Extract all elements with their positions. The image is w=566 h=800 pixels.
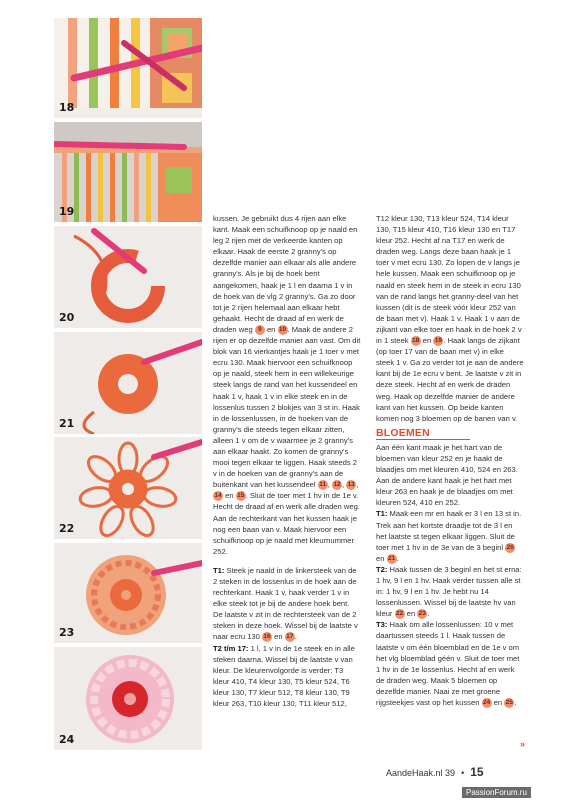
step-badge: 15: [237, 492, 245, 500]
flower-petals-image: [54, 543, 202, 643]
connector-text: en: [422, 336, 432, 346]
page-footer: [386, 765, 484, 779]
paragraph-text: Maak een mr en haak er 3 l en 13 st in. Trek aan het kortste draadje tot de 3 l en het laatste st tegen elkaar liggen. Sluit de toer met 1 hv in de 3e van de 3 beginl: [376, 509, 522, 552]
step-badge: 24: [482, 699, 491, 707]
paragraph-text: Haak om alle lossenlussen: 10 v met daartussen steeds 1 l. Haak tussen de laatste v om één bloemblad en de 1e v om het vlg bloemblad géén v. Sluit de toer met 1 hv in de 1e lossenlus. Hecht af en werk de draden weg. Maak 5 bloemen op dezelfde manier. Naai ze met groene rijgsteekjes vast op het kussen: [376, 620, 520, 708]
paragraph: [213, 643, 361, 710]
step-badge: 19: [434, 337, 442, 345]
step-badge: 10: [278, 325, 287, 333]
watermark: PassionForum.ru: [462, 787, 531, 798]
photo-step-19: [54, 122, 202, 222]
punctuation: .: [294, 632, 297, 642]
footer-site: AandeHaak.nl 39: [386, 768, 456, 778]
flower-loops-image: [54, 437, 202, 539]
paragraph-text: Haak tussen de 3 beginl en het st erna: 1 hv, 9 l en 1 hv. Haak verder tussen alle st in: 1 hv, 9 l en 1 hv. Je hebt nu 14 lossenlussen. Wissel bij de laatste hv van kleur: [376, 564, 522, 619]
step-badge: 22: [395, 610, 404, 618]
paragraph: [376, 564, 524, 619]
punctuation: .: [396, 553, 399, 563]
finished-flower-image: [54, 647, 202, 750]
paragraph: [376, 508, 524, 563]
step-badge: 17: [286, 633, 294, 641]
round-label: T3:: [376, 620, 388, 630]
step-badge: 21: [387, 554, 396, 562]
crochet-stripes-image: [54, 18, 202, 118]
round-label: T1:: [376, 509, 388, 519]
paragraph: Aan één kant maak je het hart van de bloemen van kleur 252 en je haakt de blaadjes om met kleuren 410, 524 en 263. Aan de andere kant haak je het hart met kleur 263 en haak je de blaadjes om met kleuren 524, 410 en 252.: [376, 442, 518, 508]
crochet-border-image: [54, 122, 202, 222]
step-badge: 11: [319, 481, 327, 489]
photo-number: 21: [59, 417, 75, 430]
photo-step-24: [54, 647, 202, 750]
photo-number: 19: [59, 205, 75, 218]
round-label: T2 t/m 17:: [213, 643, 249, 653]
photo-step-21: [54, 332, 202, 434]
connector-text: en: [406, 609, 416, 619]
paragraph-text: T12 kleur 130, T13 kleur 524, T14 kleur 130, T15 kleur 410, T16 kleur 130 en T17 kleur 252. Hecht af na T17 en werk de draden weg. Langs deze baan haak je 1 toer v met ecru 130. Zo lopen de v langs je hele kussen. Maak een schuifknoop op je naald en steek hem in de steek in ecru 130 van de rand langs het granny-deel van het kussen (dit is de steek vóór kleur 252 van de baan met v). Haak 1 v. Haak 1 v aan de zijkant van elke toer en haak in de hoek 2 v in 1 steek: [376, 214, 522, 346]
photo-step-20: [54, 226, 202, 328]
connector-text: en: [376, 553, 385, 563]
footer-separator: •: [461, 768, 465, 778]
step-badge: 20: [506, 543, 514, 551]
step-badge: 16: [263, 633, 271, 641]
punctuation: .: [427, 609, 430, 619]
page-number: 15: [470, 765, 484, 779]
photo-number: 20: [59, 311, 75, 324]
step-badge: 25: [505, 699, 513, 707]
round-label: T1:: [213, 565, 225, 575]
paragraph: [376, 213, 524, 424]
photo-step-23: [54, 543, 202, 643]
step-badge: 23: [418, 610, 426, 618]
flower-ring-image: [54, 332, 202, 434]
paragraph: [213, 565, 361, 643]
step-badge: 12: [333, 481, 341, 489]
paragraph-text: . Maak de andere 2 rijen er op dezelfde manier aan vast. Om dit blok van 16 vierkantjes haak je 1 toer v met ecru 130. Maak hiervoor een schuifknoop op je naald, steek hem in een willekeurige steek langs de rand van het kussendeel en haak 1 v, haak 1 v in elke steek en in de lossenlus tussen 2 blokjes van 3 st in. Haak in de lossenlussen, in de hoeken van de granny's die steeds tegen elkaar zitten, alleen 1 v om de v waarmee je 2 granny's aan elkaar haakt. Zo komen de granny's mooi tegen elkaar te liggen. Haak steeds 2 v in de hoeken van de granny's aan de buitenkant van het kussendeel: [213, 324, 361, 490]
connector-text: en: [225, 491, 234, 501]
photo-step-18: [54, 18, 202, 118]
step-badge: 13: [347, 481, 355, 489]
step-badge: 14: [214, 492, 222, 500]
continued-arrow-icon: »: [520, 739, 526, 749]
punctuation: .: [514, 698, 517, 708]
photo-number: 23: [59, 626, 75, 639]
paragraph: [376, 619, 524, 708]
photo-number: 18: [59, 101, 75, 114]
paragraph: kussen. Je gebruikt dus 4 rijen aan elke kant. Maak een schuifknoop op je naald en leg 2 rijen met de verkeerde kanten op elkaar. Haak de eerste 2 granny's op dezelfde manier aan elkaar als alle andere granny's. Als je bij de hoek bent aangekomen, haak je 1 l en daarna 1 v in de hoek van de vlg 2 granny's. Ga zo door tot je 2 rijen helemaal aan elkaar hebt gehaakt. Hecht de draad af en werk de draden weg 9 en 10. Maak de andere 2 rijen er op dezelfde manier aan vast. Om dit blok van 16 vierkantjes haak je 1 toer v met ecru 130. Maak hiervoor een schuifknoop op je naald, steek hem in een willekeurige steek langs de rand van het kussendeel en haak 1 v, haak 1 v in elke steek en in de lossenlus tussen 2 blokjes van 3 st in. Haak in de lossenlussen, in de hoeken van de granny's die steeds tegen elkaar zitten, alleen 1 v om de v waarmee je 2 granny's aan elkaar haakt. Zo komen de granny's mooi tegen elkaar te liggen. Haak steeds 2 v in de hoeken van de granny's aan de buitenkant van het kussendeel 11 , 12, 13, 14 en 15. Sluit de toer met 1 hv in de 1e v. Hecht de draad af en werk alle draden weg. Aan de rechterkant van het kussen haak je nog een baan van v. Maak hiervoor een schuifknoop op je naald met kleurnummer 252.: [213, 214, 361, 556]
round-label: T2:: [376, 564, 388, 574]
section-heading: BLOEMEN: [376, 428, 470, 440]
step-badge: 18: [412, 337, 420, 345]
flower-center-start-image: [54, 226, 202, 328]
photo-number: 24: [59, 733, 75, 746]
paragraph-text: . Haak langs de zijkant (op toer 17 van de baan met v) in elke steek 1 v. Ga zo verder tot je aan de andere kant bij de 1e ecru v bent. Je laatste v zit in deze steek. Hecht af en werk de draden weg. Haak op dezelfde manier de andere kant van het kussen. Op beide kanten komen nog 3 bloemen op de banen van v.: [376, 336, 524, 423]
connector-text: en: [266, 324, 276, 334]
connector-text: en: [274, 632, 283, 642]
photo-number: 22: [59, 522, 75, 535]
paragraph-text: Steek je naald in de linkersteek van de 2 steken in de lossenlus in de hoek aan de rechterkant. Haak 1 v, haak verder 1 v in elke steek tot je bij de andere hoek bent. De laatste v zit in de rechtersteek van de 2 steken in deze hoek. Wissel bij de laatste v naar ecru 130: [213, 565, 358, 642]
text-column-right: [376, 213, 524, 708]
paragraph-text: . Sluit de toer met 1 hv in de 1e v. Hecht de draad af en werk alle draden weg. Aan de rechterkant van het kussen haak je nog een baan van v. Maak hiervoor een schuifknoop op je naald met kleurnummer 252.: [213, 491, 360, 556]
paragraph-text: kussen. Je gebruikt dus 4 rijen aan elke kant. Maak een schuifknoop op je naald en leg 2 rijen met de verkeerde kanten op elkaar. Haak de eerste 2 granny's op dezelfde manier aan elkaar als alle andere granny's. Als je bij de hoek bent aangekomen, haak je 1 l en daarna 1 v in de hoek van de vlg 2 granny's. Ga zo door tot je 2 rijen helemaal aan elkaar hebt gehaakt. Hecht de draad af en werk de draden weg: [213, 214, 358, 334]
connector-text: en: [493, 698, 503, 708]
step-badge: 9: [255, 325, 265, 335]
text-column-left: [213, 213, 361, 709]
photo-step-22: [54, 437, 202, 539]
paragraph-text: 1 l, 1 v in de 1e steek en in alle steken daarna. Wissel bij de laatste v van kleur. De kleurenvolgorde is verder: T3 kleur 410, T4 kleur 130, T5 kleur 524, T6 kleur 130, T7 kleur 512, T8 kleur 130, T9 kleur 263, T10 kleur 130, T11 kleur 512,: [213, 643, 355, 709]
